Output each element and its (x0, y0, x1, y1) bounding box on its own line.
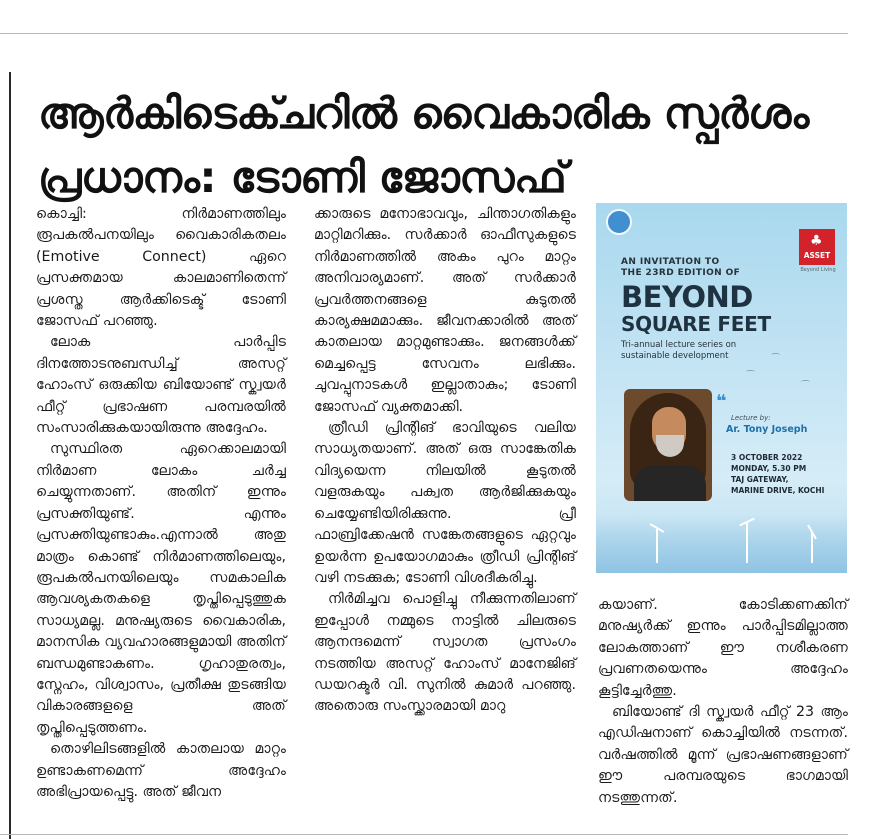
event-poster-image (596, 203, 847, 573)
wind-turbine-icon (656, 529, 658, 563)
poster-title-square-feet: SQUARE FEET (621, 312, 771, 336)
paragraph: ബിയോണ്ട് ദി സ്ക്വയർ ഫീറ്റ് 23 ആം എഡിഷനാണ് കൊച്ചിയിൽ നടന്നത്. വർഷത്തിൽ മൂന്ന് പ്രഭാഷണങ്ങളാണ് ഈ പരമ്പരയുടെ ഭാഗമായി നടത്തുന്നത്. (598, 704, 848, 806)
paragraph: ത്രീഡി പ്രിന്റിങ് ഭാവിയുടെ വലിയ സാധ്യതയാണ്. അത് ഒരു സാങ്കേതിക വിദ്യയെന്ന നിലയിൽ കൂടുതൽ വളരുകയും പക്വത ആർജിക്കുകയും ചെയ്യേണ്ടിയിരിക്കുന്നു. പ്രീ ഫാബ്രിക്കേഷൻ സങ്കേതങ്ങളുടെ ഏറ്റവും ഉയർന്ന ഉപയോഗമാകും ത്രീഡി പ്രിന്റിങ് വഴി നടക്കുക; ടോണി വിശദീകരിച്ചു. (314, 420, 576, 586)
paragraph: നിർമിച്ചവ പൊളിച്ചു നീക്കുന്നതിലാണ് ഇപ്പോൾ നമ്മുടെ നാട്ടിൽ ചിലരുടെ ആനന്ദമെന്ന് സ്വാഗത പ്രസംഗം നടത്തിയ അസറ്റ് ഹോംസ് മാനേജിങ് ഡയറക്ടർ വി. സുനിൽ കുമാർ പറഞ്ഞു. അതൊരു സംസ്ക്കാരമായി മാറു (314, 591, 576, 715)
top-rule (0, 33, 848, 34)
skyline-graphic (596, 515, 847, 573)
article-column-2 (314, 204, 576, 718)
event-venue-2: MARINE DRIVE, KOCHI (731, 486, 825, 495)
paragraph: ലോക പാർപ്പിട ദിനത്തോടനുബന്ധിച്ച് അസറ്റ് ഹോംസ് ഒരുക്കിയ ബിയോണ്ട് സ്ക്വയർ ഫീറ്റ് പ്രഭാഷണ പരമ്പരയിൽ സംസാരിക്കുകയായിരുന്നു അദ്ദേഹം. (36, 334, 286, 437)
series-logo (606, 209, 632, 235)
invitation-line-1: AN INVITATION TO (621, 257, 720, 267)
bird-icon: ⌒ (801, 381, 811, 391)
bottom-rule (0, 834, 848, 835)
wind-turbine-icon (811, 533, 813, 563)
poster-title-beyond: BEYOND (621, 280, 753, 314)
speaker-photo (624, 389, 712, 501)
bird-icon: ⌒ (746, 371, 756, 381)
article-column-1 (36, 204, 286, 803)
event-details (731, 452, 841, 496)
event-time: MONDAY, 5.30 PM (731, 464, 807, 473)
paragraph: കയാണ്. കോടിക്കണക്കിന് മനുഷ്യർക്ക് ഇന്നും പാർപ്പിടമില്ലാത്ത ലോകത്താണ് ഈ നശീകരണ പ്രവണതയെന്നും അദ്ദേഹം കൂട്ടിച്ചേർത്തു. (598, 597, 848, 699)
asset-tagline: Beyond Living (800, 267, 836, 273)
invitation-line-2: THE 23RD EDITION OF (621, 268, 741, 278)
column-rule (9, 72, 11, 839)
invitation-text (621, 257, 791, 279)
quote-icon: ❝ (716, 391, 727, 412)
event-venue-1: TAJ GATEWAY, (731, 475, 789, 484)
lecture-by-label: Lecture by: (731, 414, 771, 422)
asset-logo-text: ASSET (803, 251, 831, 260)
event-date: 3 OCTOBER 2022 (731, 453, 803, 462)
speaker-name: Ar. Tony Joseph (726, 424, 808, 435)
wind-turbine-icon (746, 523, 748, 563)
bird-icon: ⌒ (771, 354, 781, 364)
headline (38, 82, 828, 210)
article-column-3 (598, 595, 848, 809)
paragraph: ക്കാരുടെ മനോഭാവവും, ചിന്താഗതികളും മാറ്റിമറിക്കും. സർക്കാർ ഓഫീസുകളുടെ നിർമാണത്തിൽ അകം പുറം മാറ്റം അനിവാര്യമാണ്. അത് സർക്കാർ പ്രവർത്തനങ്ങളെ കുടുതൽ കാര്യക്ഷമമാക്കും. ജീവനക്കാരിൽ അത് കാതലായ മാറ്റമുണ്ടാക്കും. ജനങ്ങൾക്ക് മെച്ചപ്പെട്ട സേവനം ലഭിക്കും. ചുവപ്പുനാടകൾ ഇല്ലാതാകും; ടോണി ജോസഫ് വ്യക്തമാക്കി. (314, 206, 576, 415)
paragraph: തൊഴിലിടങ്ങളിൽ കാതലായ മാറ്റം ഉണ്ടാകണമെന്ന് അദ്ദേഹം അഭിപ്രായപ്പെട്ടു. അത് ജീവന (36, 741, 286, 800)
poster-tagline: Tri-annual lecture series on sustainable development (621, 340, 737, 361)
headline-line-2: പ്രധാനം: ടോണി ജോസഫ് (38, 153, 567, 203)
asset-logo (799, 229, 835, 265)
headline-line-1: ആർകിടെക്ചറിൽ വൈകാരിക സ്പർശം (38, 89, 809, 139)
paragraph: കൊച്ചി: നിർമാണത്തിലും രൂപകൽപനയിലും വൈകാരികതലം (Emotive Connect) ഏറെ പ്രസക്തമായ കാലമാണിതെന്ന് പ്രശസ്ത ആർക്കിടെക്ട് ടോണി ജോസഫ് പറഞ്ഞു. (36, 206, 286, 330)
tree-icon: ♣ (810, 233, 823, 249)
paragraph: സുസ്ഥിരത ഏറെക്കാലമായി നിർമാണ ലോകം ചർച്ച ചെയ്യുന്നതാണ്. അതിന് ഇന്നും പ്രസക്തിയുണ്ട്. എന്നും പ്രസക്തിയുണ്ടാകും.എന്നാൽ അതു മാത്രം കൊണ്ട് നിർമാണത്തിലെയും, രൂപകൽപനയിലെയും സമകാലിക ആവശ്യകതകളെ തൃപ്തിപ്പെടുത്തുക സാധ്യമല്ല. മനുഷ്യരുടെ വൈകാരിക, മാനസിക വ്യവഹാരങ്ങളുമായി അതിന് ബന്ധമുണ്ടാകണം. ഗൃഹാതുരത്വം, സ്നേഹം, വിശ്വാസം, പ്രതീക്ഷ തുടങ്ങിയ വികാരങ്ങളളെ അത് തൃപ്തിപ്പെടുത്തണം. (36, 441, 286, 736)
